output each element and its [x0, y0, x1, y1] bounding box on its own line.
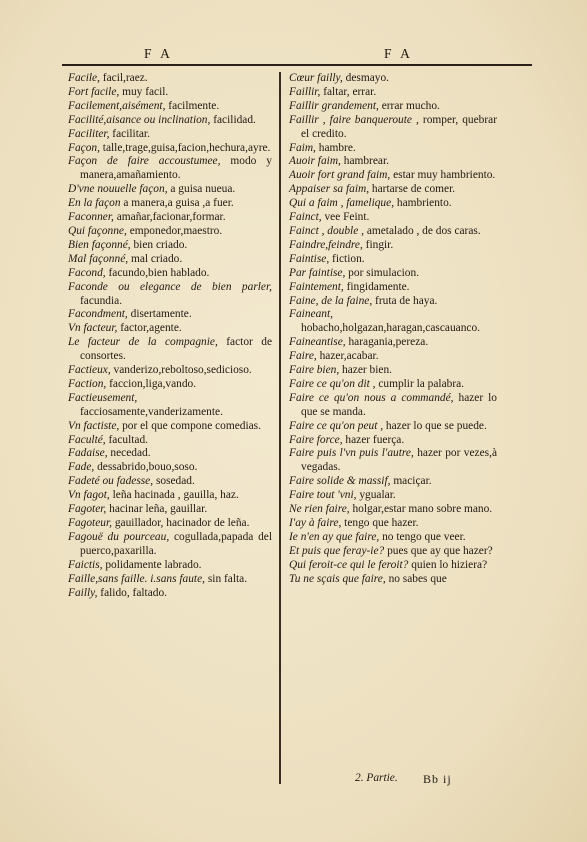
entry-definition: hazer,acabar.: [316, 350, 379, 363]
entry-headword: Et puis que feray-ie?: [289, 544, 385, 557]
dictionary-entry: [289, 336, 497, 350]
entry-definition: quien lo hiziera?: [408, 558, 488, 571]
entry-definition: emponedor,maestro.: [126, 224, 223, 237]
entry-headword: Vn fagot,: [68, 489, 110, 502]
entry-headword: Appaiser sa faim,: [289, 183, 370, 196]
entry-headword: Faire bien,: [289, 364, 340, 377]
entry-definition: facilitar.: [109, 127, 150, 140]
entry-definition: hazer fuerça.: [342, 433, 405, 446]
dictionary-entry: [68, 378, 272, 392]
entry-definition: facultad.: [105, 433, 149, 446]
entry-definition: por el que compone comedias.: [119, 419, 261, 432]
entry-definition: maciçar.: [390, 475, 432, 488]
entry-headword: Faillir,: [289, 85, 321, 98]
entry-headword: Facond,: [68, 266, 106, 279]
dictionary-entry: [68, 447, 272, 461]
entry-headword: Faine, de la faine,: [289, 294, 373, 307]
entry-headword: Faconner,: [68, 211, 114, 224]
entry-definition: sin falta.: [205, 572, 248, 585]
entry-headword: Fagouë du pourceau,: [68, 530, 170, 543]
dictionary-entry: [68, 183, 272, 197]
dictionary-entry: [289, 517, 497, 531]
entry-headword: Ie n'en ay que faire,: [289, 530, 380, 543]
entry-definition: hartarse de comer.: [369, 183, 456, 196]
entry-headword: Faineantise,: [289, 336, 346, 349]
entry-definition: necedad.: [107, 447, 151, 460]
dictionary-entry: [68, 322, 272, 336]
dictionary-entry: [68, 531, 272, 559]
entry-headword: Faconde ou elegance de bien parler,: [68, 280, 272, 293]
dictionary-entry: [68, 211, 272, 225]
dictionary-entry: [289, 420, 497, 434]
entry-definition: estar muy hambriento.: [390, 169, 496, 182]
column-divider: [279, 72, 281, 784]
entry-definition: dessabrido,bouo,soso.: [94, 461, 198, 474]
dictionary-entry: [289, 197, 497, 211]
entry-headword: Auoir fort grand faim,: [289, 169, 391, 182]
dictionary-entry: [289, 364, 497, 378]
dictionary-entry: [289, 475, 497, 489]
dictionary-entry: [289, 308, 497, 336]
dictionary-entry: [68, 336, 272, 364]
entry-headword: Qui feroit-ce qui le feroit?: [289, 558, 409, 571]
entry-headword: Faintement,: [289, 280, 344, 293]
page-footer: [289, 772, 497, 788]
entry-definition: hambriento.: [394, 197, 452, 210]
dictionary-entry: [68, 308, 272, 322]
entry-headword: Faim,: [289, 141, 316, 154]
entry-headword: Fagoteur,: [68, 517, 112, 529]
entry-definition: cogullada,papada del puerco,paxarilla.: [80, 530, 272, 557]
entry-headword: Faictis,: [68, 558, 103, 571]
entry-definition: holgar,estar mano sobre mano.: [349, 503, 493, 516]
entry-definition: fruta de haya.: [372, 294, 438, 307]
entry-headword: Faire tout 'vni,: [289, 489, 357, 502]
entry-definition: hazer lo que se manda.: [301, 391, 497, 418]
entry-headword: Fadeté ou fadesse,: [68, 475, 154, 488]
entry-headword: Le facteur de la compagnie,: [68, 336, 218, 349]
right-column: [289, 72, 497, 587]
entry-definition: hazer lo que se puede.: [383, 419, 487, 432]
dictionary-entry: [289, 350, 497, 364]
signature-mark: 2. Partie.: [355, 772, 398, 784]
entry-definition: ametalado , de dos caras.: [363, 224, 481, 237]
entry-headword: Qui façonne,: [68, 224, 127, 237]
dictionary-entry: [68, 364, 272, 378]
dictionary-entry: [68, 434, 272, 448]
entry-headword: Faire puis l'vn puis l'autre,: [289, 447, 414, 460]
dictionary-entry: [289, 72, 497, 86]
entry-definition: errar mucho.: [378, 99, 440, 112]
dictionary-entry: [289, 447, 497, 475]
entry-headword: Fainct,: [289, 211, 322, 224]
entry-definition: faltar, errar.: [320, 85, 377, 98]
entry-headword: Tu ne sçais que faire,: [289, 572, 386, 585]
entry-definition: vanderizo,reboltoso,sedicioso.: [110, 364, 252, 377]
dictionary-entry: [289, 253, 497, 267]
entry-headword: Facilité,aisance ou inclination,: [68, 113, 211, 126]
entry-definition: hambrear.: [340, 155, 389, 168]
entry-definition: disertamente.: [127, 308, 192, 321]
entry-headword: I'ay à faire,: [289, 517, 342, 529]
dictionary-entry: [289, 281, 497, 295]
dictionary-entry: [289, 573, 497, 587]
dictionary-entry: [289, 489, 497, 503]
entry-definition: mal criado.: [128, 252, 183, 265]
entry-headword: D'vne nouuelle façon,: [68, 183, 168, 196]
dictionary-entry: [289, 239, 497, 253]
entry-definition: facundia.: [80, 294, 123, 307]
entry-definition: romper, quebrar el credito.: [301, 113, 498, 140]
entry-definition: no sabes que: [385, 572, 447, 585]
entry-headword: Auoir faim,: [289, 155, 341, 168]
dictionary-entry: [289, 531, 497, 545]
entry-definition: haragania,pereza.: [345, 336, 429, 349]
entry-headword: Faire solide & massif,: [289, 475, 391, 488]
entry-definition: desmayo.: [342, 72, 389, 84]
dictionary-entry: [68, 559, 272, 573]
entry-definition: hambre.: [315, 141, 356, 154]
dictionary-entry: [68, 253, 272, 267]
dictionary-entry: [68, 475, 272, 489]
dictionary-entry: [289, 267, 497, 281]
entry-headword: Mal façonné,: [68, 252, 129, 265]
entry-definition: hazer bien.: [339, 364, 393, 377]
dictionary-entry: [68, 267, 272, 281]
dictionary-entry: [68, 420, 272, 434]
dictionary-entry: [68, 100, 272, 114]
entry-headword: Fainct , double ,: [289, 224, 364, 237]
entry-headword: Faire ce qu'on nous a commandé,: [289, 391, 454, 404]
dictionary-entry: [289, 225, 497, 239]
entry-headword: Faire ce qu'on peut ,: [289, 419, 384, 432]
dictionary-entry: [68, 86, 272, 100]
entry-headword: Ne rien faire,: [289, 503, 350, 516]
entry-definition: fingir.: [362, 238, 394, 251]
dictionary-entry: [68, 239, 272, 253]
entry-headword: Faction,: [68, 377, 107, 390]
entry-headword: Façon,: [68, 141, 100, 154]
dictionary-entry: [289, 155, 497, 169]
entry-definition: factor,agente.: [117, 322, 182, 335]
dictionary-entry: [289, 100, 497, 114]
dictionary-entry: [289, 295, 497, 309]
dictionary-entry: [68, 461, 272, 475]
dictionary-entry: [68, 587, 272, 601]
entry-headword: Faintise,: [289, 252, 330, 265]
dictionary-entry: [68, 225, 272, 239]
entry-definition: pues que ay que hazer?: [384, 544, 493, 557]
entry-headword: Bien façonné,: [68, 238, 131, 251]
entry-definition: talle,trage,guisa,facion,hechura,ayre.: [99, 141, 271, 154]
entry-definition: facilidad.: [210, 113, 256, 126]
dictionary-entry: [289, 545, 497, 559]
entry-definition: ygualar.: [356, 489, 396, 502]
entry-headword: Failly,: [68, 586, 98, 599]
entry-headword: Faineant,: [289, 308, 333, 321]
entry-definition: hobacho,holgazan,haragan,cascauanco.: [301, 322, 480, 335]
dictionary-entry: [68, 489, 272, 503]
entry-headword: Faille,sans faille. i.sans faute,: [68, 572, 205, 585]
entry-definition: a guisa nueua.: [167, 183, 236, 196]
entry-headword: Faire,: [289, 350, 317, 363]
dictionary-entry: [289, 86, 497, 100]
running-header: [62, 46, 532, 62]
dictionary-entry: [289, 392, 497, 420]
dictionary-entry: [289, 434, 497, 448]
entry-definition: sosedad.: [153, 475, 195, 488]
entry-headword: En la façon: [68, 197, 121, 210]
entry-definition: factor de consortes.: [80, 336, 272, 363]
entry-headword: Facile,: [68, 72, 100, 84]
dictionary-entry: [68, 392, 272, 420]
entry-definition: bien criado.: [130, 238, 188, 251]
entry-headword: Fade,: [68, 461, 95, 474]
entry-definition: por simulacion.: [345, 266, 420, 279]
entry-definition: modo y manera,amañamiento.: [80, 155, 272, 182]
entry-definition: fiction.: [329, 252, 365, 265]
entry-headword: Fagoter,: [68, 503, 107, 516]
entry-headword: Fort facile,: [68, 85, 120, 98]
entry-headword: Faculté,: [68, 433, 106, 446]
entry-definition: facciosamente,vanderizamente.: [80, 405, 223, 418]
entry-headword: Par faintise,: [289, 266, 346, 279]
entry-definition: gauillador, hacinador de leña.: [111, 517, 250, 529]
entry-definition: hacinar leña, gauillar.: [106, 503, 208, 516]
dictionary-entry: [289, 559, 497, 573]
dictionary-entry: [68, 197, 272, 211]
dictionary-entry: [68, 155, 272, 183]
entry-headword: Factieusement,: [68, 391, 138, 404]
entry-headword: Faindre,feindre,: [289, 238, 363, 251]
entry-headword: Facondment,: [68, 308, 128, 321]
dictionary-entry: [68, 517, 272, 531]
dictionary-entry: [289, 142, 497, 156]
dictionary-entry: [68, 281, 272, 309]
entry-headword: Faciliter,: [68, 127, 110, 140]
entry-definition: facil,raez.: [99, 72, 148, 84]
entry-headword: Façon de faire accoustumee,: [68, 155, 221, 168]
entry-definition: polidamente labrado.: [102, 558, 202, 571]
entry-headword: Qui a faim , famelique,: [289, 197, 395, 210]
dictionary-entry: [289, 114, 497, 142]
entry-headword: Facilement,aisément,: [68, 99, 166, 112]
entry-definition: faccion,liga,vando.: [106, 377, 197, 390]
entry-definition: muy facil.: [119, 85, 169, 98]
dictionary-entry: [68, 503, 272, 517]
entry-headword: Faillir grandement,: [289, 99, 379, 112]
header-rule: [62, 64, 532, 66]
entry-headword: Fadaise,: [68, 447, 108, 460]
entry-definition: leña hacinada , gauilla, haz.: [109, 489, 239, 502]
header-right: F A: [384, 46, 413, 61]
entry-definition: falido, faltado.: [97, 586, 168, 599]
entry-definition: facilmente.: [165, 99, 220, 112]
entry-headword: Faire ce qu'on dit ,: [289, 377, 376, 390]
entry-headword: Factieux,: [68, 364, 111, 377]
left-column: [68, 72, 272, 600]
entry-definition: vee Feint.: [321, 211, 370, 224]
entry-definition: hazer por vezes,à vegadas.: [301, 447, 497, 474]
dictionary-entry: [68, 142, 272, 156]
dictionary-entry: [68, 128, 272, 142]
dictionary-entry: [68, 114, 272, 128]
entry-definition: cumplir la palabra.: [375, 377, 465, 390]
dictionary-entry: [289, 378, 497, 392]
dictionary-entry: [289, 503, 497, 517]
dictionary-entry: [68, 72, 272, 86]
header-left: F A: [144, 46, 173, 61]
entry-definition: no tengo que veer.: [379, 530, 466, 543]
entry-definition: amañar,facionar,formar.: [113, 211, 226, 224]
entry-headword: Faillir , faire banqueroute ,: [289, 113, 419, 126]
dictionary-entry: [289, 169, 497, 183]
dictionary-entry: [289, 211, 497, 225]
entry-headword: Vn facteur,: [68, 322, 118, 335]
entry-headword: Cœur failly,: [289, 72, 343, 84]
entry-headword: Faire force,: [289, 433, 343, 446]
dictionary-entry: [289, 183, 497, 197]
entry-definition: a manera,a guisa ,a fuer.: [120, 197, 234, 210]
entry-definition: fingidamente.: [343, 280, 410, 293]
entry-definition: tengo que hazer.: [341, 517, 419, 529]
dictionary-entry: [68, 573, 272, 587]
folio-mark: Bb ij: [423, 772, 452, 786]
entry-definition: facundo,bien hablado.: [105, 266, 210, 279]
entry-headword: Vn factiste,: [68, 419, 120, 432]
